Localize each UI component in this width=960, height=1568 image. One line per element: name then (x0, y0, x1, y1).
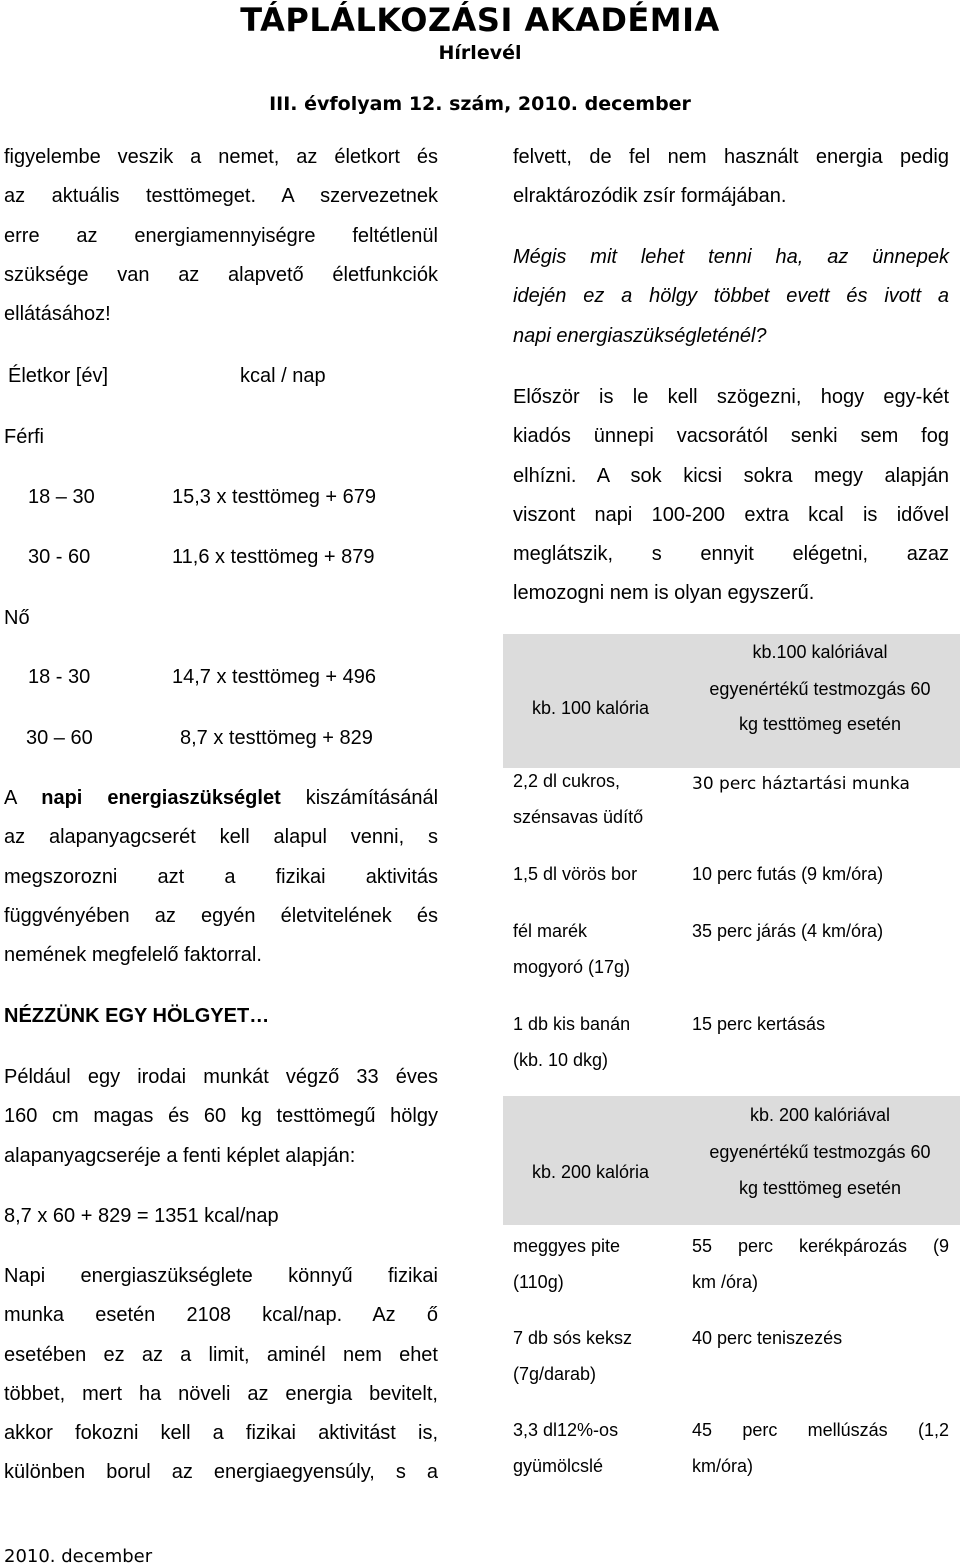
text-rest: kiszámításánál (280, 787, 439, 809)
storage-paragraph (513, 138, 949, 217)
age-range: 30 – 60 (26, 727, 93, 749)
formula: 8,7 x testtömeg + 829 (180, 727, 373, 749)
text-line: függvényében az egyén életvitelének és (4, 904, 438, 927)
text-line: munka esetén 2108 kcal/nap. Az ő (4, 1304, 438, 1327)
text-line: meglátszik, s ennyit elégetni, azaz (513, 543, 949, 566)
text-line: nemének megfelelő faktorral. (4, 944, 262, 967)
food-cell: 7 db sós keksz (513, 1328, 633, 1348)
text-line: erre az energiamennyiségre feltétlenül (4, 224, 438, 247)
text-line: kiadós ünnepi vacsorától senki sem fog (513, 425, 949, 448)
text-line: lemozogni nem is olyan egyszerű. (513, 582, 815, 605)
text-line: elhízni. A sok kicsi sokra megy alapján (513, 464, 949, 487)
formula: 11,6 x testtömeg + 879 (172, 546, 375, 568)
text-line: Először is le kell szögezni, hogy egy-két (513, 386, 949, 408)
text-line: Mégis mit lehet tenni ha, az ünnepek (513, 246, 949, 268)
food-cell: gyümölcslé (513, 1456, 604, 1476)
advice-paragraph (513, 378, 949, 614)
question-paragraph (513, 238, 949, 356)
text-line: napi energiaszükségleténél? (513, 324, 767, 347)
food-cell: mogyoró (17g) (513, 957, 631, 977)
header-200-left: kb. 200 kalória (531, 1162, 650, 1182)
activity-cell: km/óra) (692, 1456, 754, 1476)
food-cell: fél marék (513, 921, 588, 941)
text-line: akkor fokozni kell a fizikai aktivitást is, (4, 1422, 438, 1445)
activity-cell: km /óra) (692, 1272, 759, 1292)
newsletter-subtitle: Hírlevél (438, 42, 522, 64)
text-line: Napi energiaszükséglete könnyű fizikai (4, 1265, 438, 1287)
header-200-right-line: egyenértékű testmozgás 60 (709, 1142, 931, 1162)
activity-cell: 10 perc futás (9 km/óra) (692, 864, 884, 884)
activity-cell: 45 perc mellúszás (1,2 (692, 1420, 949, 1440)
male-label: Férfi (4, 426, 44, 448)
female-label: Nő (4, 607, 30, 629)
col-header-kcal: kcal / nap (240, 365, 326, 387)
activity-cell: 15 perc kertásás (692, 1014, 826, 1034)
text-line: az alapanyagcserét kell alapul venni, s (4, 826, 438, 849)
energy-paragraph (4, 779, 438, 975)
text-line: Például egy irodai munkát végző 33 éves (4, 1066, 438, 1088)
header-200-right-line: kg testtömeg esetén (738, 1178, 902, 1198)
food-cell: 3,3 dl12%-os (513, 1420, 619, 1440)
limit-paragraph (4, 1257, 438, 1493)
example-paragraph (4, 1058, 438, 1176)
issue-line: III. évfolyam 12. szám, 2010. december (269, 93, 691, 115)
activity-cell: 55 perc kerékpározás (9 (692, 1236, 949, 1256)
calculation: 8,7 x 60 + 829 = 1351 kcal/nap (4, 1205, 279, 1227)
text-line: viszont napi 100-200 extra kcal is idővel (513, 503, 949, 526)
text-line: többet, mert ha növeli az energia bevitelt, (4, 1382, 438, 1405)
formula: 15,3 x testtömeg + 679 (172, 486, 377, 508)
food-cell: szénsavas üdítő (513, 807, 644, 827)
text-prefix: A (4, 787, 42, 809)
food-cell: meggyes pite (513, 1236, 621, 1256)
newsletter-title: TÁPLÁLKOZÁSI AKADÉMIA (240, 1, 720, 39)
text-line: szüksége van az alapvető életfunkciók (4, 263, 438, 286)
food-cell: (110g) (513, 1272, 564, 1292)
text-line: idején ez a hölgy többet evett és ivott a (513, 285, 949, 308)
header-100-right-line: kb.100 kalóriával (752, 642, 888, 662)
header-200-right-line: kb. 200 kalóriával (749, 1105, 891, 1125)
food-cell: 1 db kis banán (513, 1014, 631, 1034)
text-line: alapanyagcseréje a fenti képlet alapján: (4, 1144, 356, 1167)
text-line: felvett, de fel nem használt energia pedig (513, 146, 949, 168)
formula: 14,7 x testtömeg + 496 (172, 666, 377, 688)
food-cell: 2,2 dl cukros, (513, 771, 621, 791)
col-header-age: Életkor [év] (8, 365, 109, 387)
text-line: figyelembe veszik a nemet, az életkort és (4, 146, 438, 168)
text-line: különben borul az energiaegyensúly, s a (4, 1461, 438, 1484)
text-line: 160 cm magas és 60 kg testtömegű hölgy (4, 1105, 438, 1128)
age-range: 18 – 30 (28, 486, 95, 508)
header-100-right-line: kg testtömeg esetén (738, 714, 902, 734)
text-line: megszorozni azt a fizikai aktivitás (4, 865, 438, 888)
header-100-left: kb. 100 kalória (531, 698, 650, 718)
footer-date: 2010. december (4, 1546, 153, 1567)
text-line: ellátásához! (4, 303, 111, 326)
food-cell: 1,5 dl vörös bor (513, 864, 638, 884)
food-cell: (kb. 10 dkg) (513, 1050, 609, 1070)
activity-cell: 40 perc teniszezés (692, 1328, 843, 1348)
text-line: az aktuális testtömeget. A szervezetnek (4, 185, 438, 208)
activity-cell: 35 perc járás (4 km/óra) (692, 921, 884, 941)
age-range: 18 - 30 (28, 666, 91, 688)
bold-term: napi energiaszükséglet (41, 787, 281, 809)
activity-cell: 30 perc háztartási munka (692, 774, 910, 794)
food-cell: (7g/darab) (513, 1364, 597, 1384)
age-range: 30 - 60 (28, 546, 91, 568)
header-100-right-line: egyenértékű testmozgás 60 (709, 679, 931, 699)
text-line: esetében ez az a limit, aminél nem ehet (4, 1343, 438, 1366)
section-heading: NÉZZÜNK EGY HÖLGYET… (4, 1005, 270, 1027)
text-line: elraktározódik zsír formájában. (513, 185, 787, 208)
text-line (4, 779, 438, 818)
intro-paragraph (4, 138, 438, 334)
